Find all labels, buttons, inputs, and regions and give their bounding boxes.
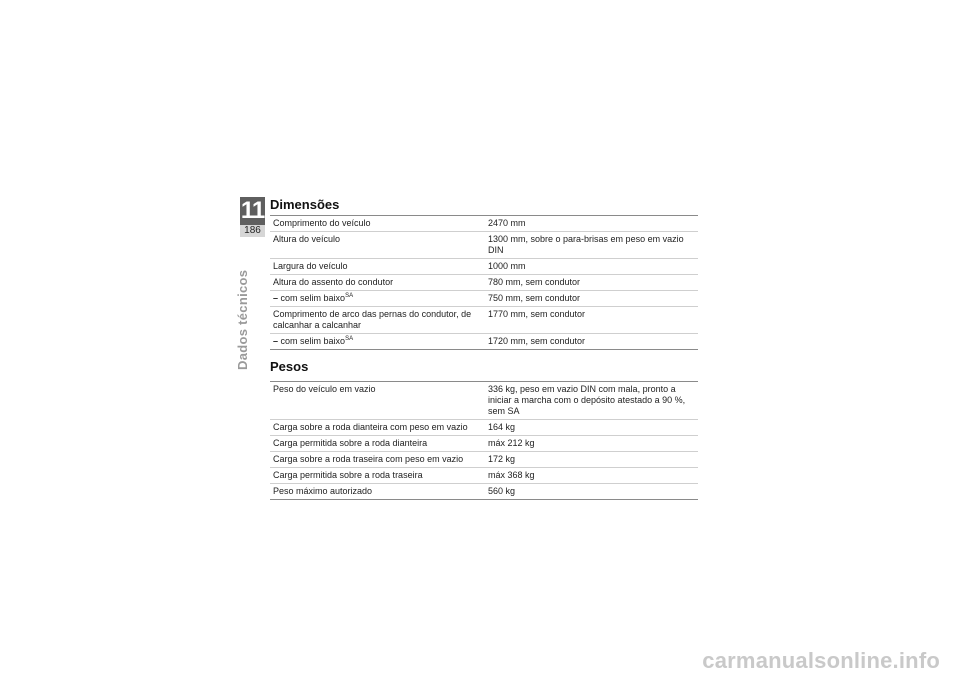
row-value: 560 kg bbox=[486, 484, 698, 500]
section-heading-pesos: Pesos bbox=[270, 359, 309, 374]
row-label: Carga permitida sobre a roda traseira bbox=[270, 468, 486, 484]
table-row bbox=[270, 216, 698, 232]
page-number: 186 bbox=[240, 225, 265, 237]
row-value: 2470 mm bbox=[486, 216, 698, 232]
watermark: carmanualsonline.info bbox=[702, 648, 940, 673]
row-label: – com selim baixo$^{SA}$ bbox=[270, 334, 486, 350]
sa-superscript: SA bbox=[345, 293, 354, 299]
row-label: Carga permitida sobre a roda dianteira bbox=[270, 436, 486, 452]
dimensoes-table bbox=[270, 215, 698, 350]
row-label: – com selim baixo$^{SA}$ bbox=[270, 291, 486, 307]
chapter-tab bbox=[240, 197, 265, 237]
row-value: 780 mm, sem condutor bbox=[486, 275, 698, 291]
row-label: Altura do veículo bbox=[270, 232, 486, 259]
row-label: Comprimento do veículo bbox=[270, 216, 486, 232]
content bbox=[270, 197, 698, 500]
row-value: 336 kg, peso em vazio DIN com mala, pronto a iniciar a marcha com o depósito atestado a 90 %, sem SA bbox=[486, 382, 698, 420]
row-value: 164 kg bbox=[486, 420, 698, 436]
row-value: 1300 mm, sobre o para-brisas em peso em vazio DIN bbox=[486, 232, 698, 259]
table-row bbox=[270, 259, 698, 275]
dash-marker: – bbox=[273, 293, 279, 303]
sa-superscript: SA bbox=[345, 336, 354, 342]
table-row bbox=[270, 275, 698, 291]
table-row bbox=[270, 334, 698, 350]
row-label: Peso do veículo em vazio bbox=[270, 382, 486, 420]
table-row bbox=[270, 382, 698, 420]
row-value: 1000 mm bbox=[486, 259, 698, 275]
row-label: Carga sobre a roda traseira com peso em vazio bbox=[270, 452, 486, 468]
table-row bbox=[270, 420, 698, 436]
row-label: Largura do veículo bbox=[270, 259, 486, 275]
table-row bbox=[270, 484, 698, 500]
table-row bbox=[270, 452, 698, 468]
table-row bbox=[270, 468, 698, 484]
section-heading-dimensoes: Dimensões bbox=[270, 197, 340, 212]
row-value: 172 kg bbox=[486, 452, 698, 468]
dash-marker: – bbox=[273, 336, 279, 346]
chapter-number: 11 bbox=[240, 197, 265, 224]
row-label: Peso máximo autorizado bbox=[270, 484, 486, 500]
row-label: Carga sobre a roda dianteira com peso em vazio bbox=[270, 420, 486, 436]
row-label: Altura do assento do condutor bbox=[270, 275, 486, 291]
table-row bbox=[270, 307, 698, 334]
table-row bbox=[270, 232, 698, 259]
table-row bbox=[270, 436, 698, 452]
row-label: Comprimento de arco das pernas do condutor, de calcanhar a calcanhar bbox=[270, 307, 486, 334]
chapter-title: Dados técnicos bbox=[235, 269, 250, 370]
pesos-table bbox=[270, 381, 698, 500]
table-row bbox=[270, 291, 698, 307]
row-value: máx 368 kg bbox=[486, 468, 698, 484]
row-value: 1720 mm, sem condutor bbox=[486, 334, 698, 350]
row-value: 750 mm, sem condutor bbox=[486, 291, 698, 307]
row-value: máx 212 kg bbox=[486, 436, 698, 452]
row-value: 1770 mm, sem condutor bbox=[486, 307, 698, 334]
